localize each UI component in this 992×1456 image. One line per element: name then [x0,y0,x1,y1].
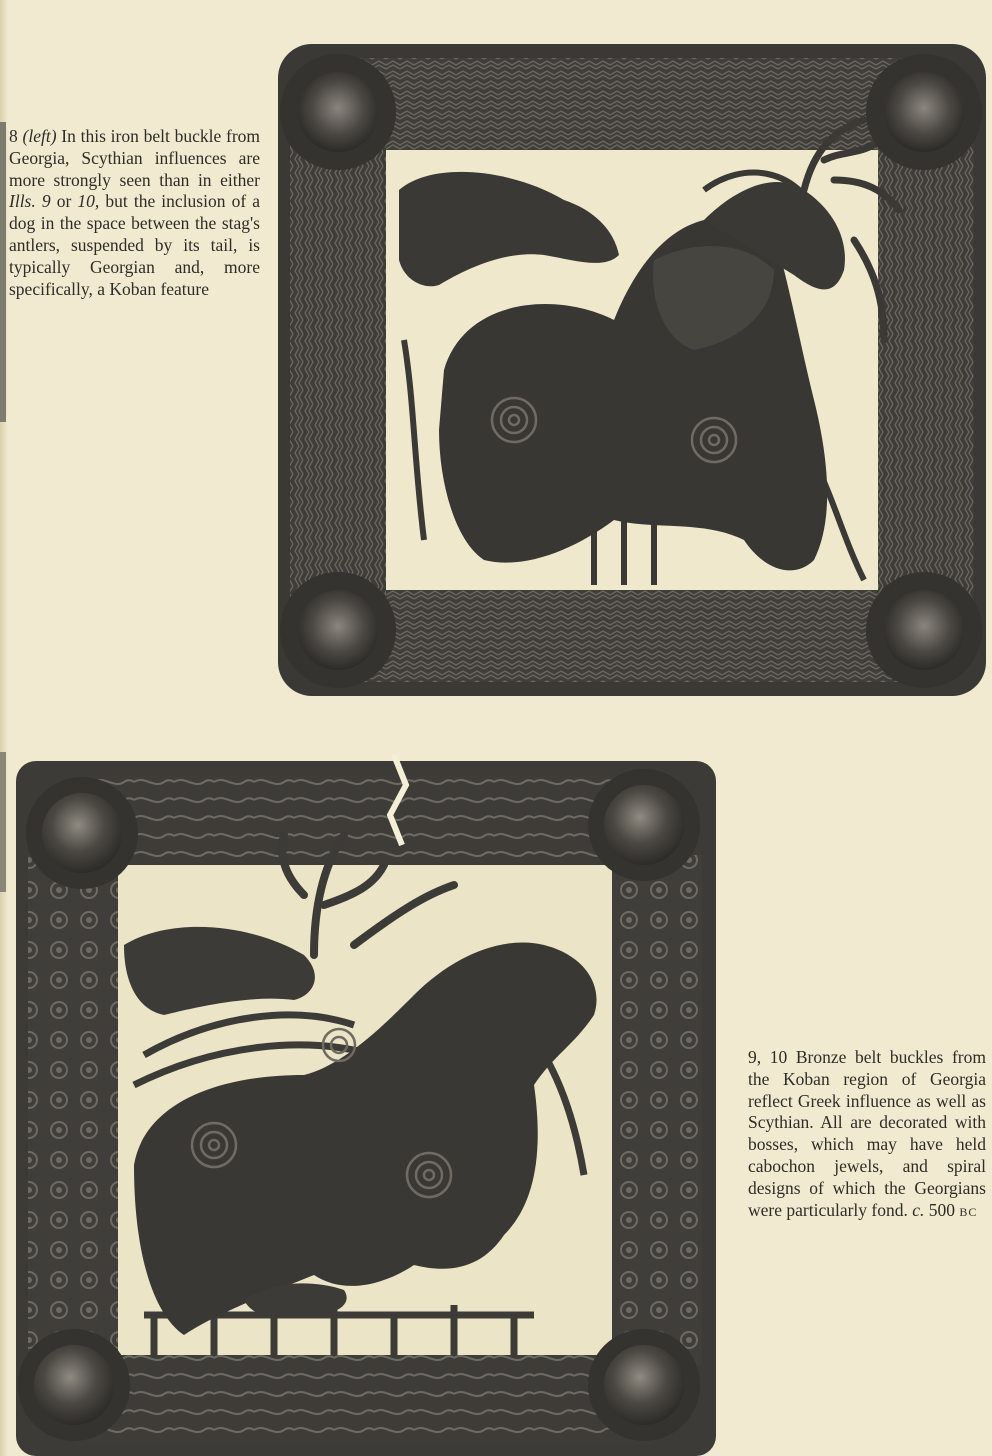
caption-text: In this iron belt buckle from Georgia, Scythian influences are more strongly seen than in either [9,126,261,190]
caption-figure-8 [9,126,260,300]
caption-figures-9-10 [748,1047,986,1223]
caption-number: 9, 10 [748,1047,788,1067]
caption-era: BC [959,1204,978,1219]
photo-bronze-belt-buckle [14,755,722,1456]
caption-circa: c. [912,1199,925,1220]
photo-iron-belt-buckle [274,40,990,700]
caption-conjunction: or [56,191,72,212]
buckle-illustration-2 [14,755,722,1456]
caption-qualifier: (left) [22,126,57,146]
caption-reference-2: 10, [77,191,100,212]
caption-date: 500 [928,1199,956,1220]
caption-number: 8 [9,126,18,146]
buckle-illustration [274,40,990,700]
figure-margin-bar [0,752,6,892]
caption-text-2: but the inclusion of a dog in the space between the stag's antlers, suspended by its tail, is typically Georgian and, more specifically, a Koban feature [9,191,261,299]
caption-margin-bar [0,122,6,422]
caption-reference: Ills. 9 [9,191,51,212]
caption-text: Bronze belt buckles from the Koban region of Georgia reflect Greek influence as well as Scythian. All are decorated with bosses, which may have held cabochon jewels, and spiral designs of which the Georgians were particularly fond. [748,1047,986,1220]
